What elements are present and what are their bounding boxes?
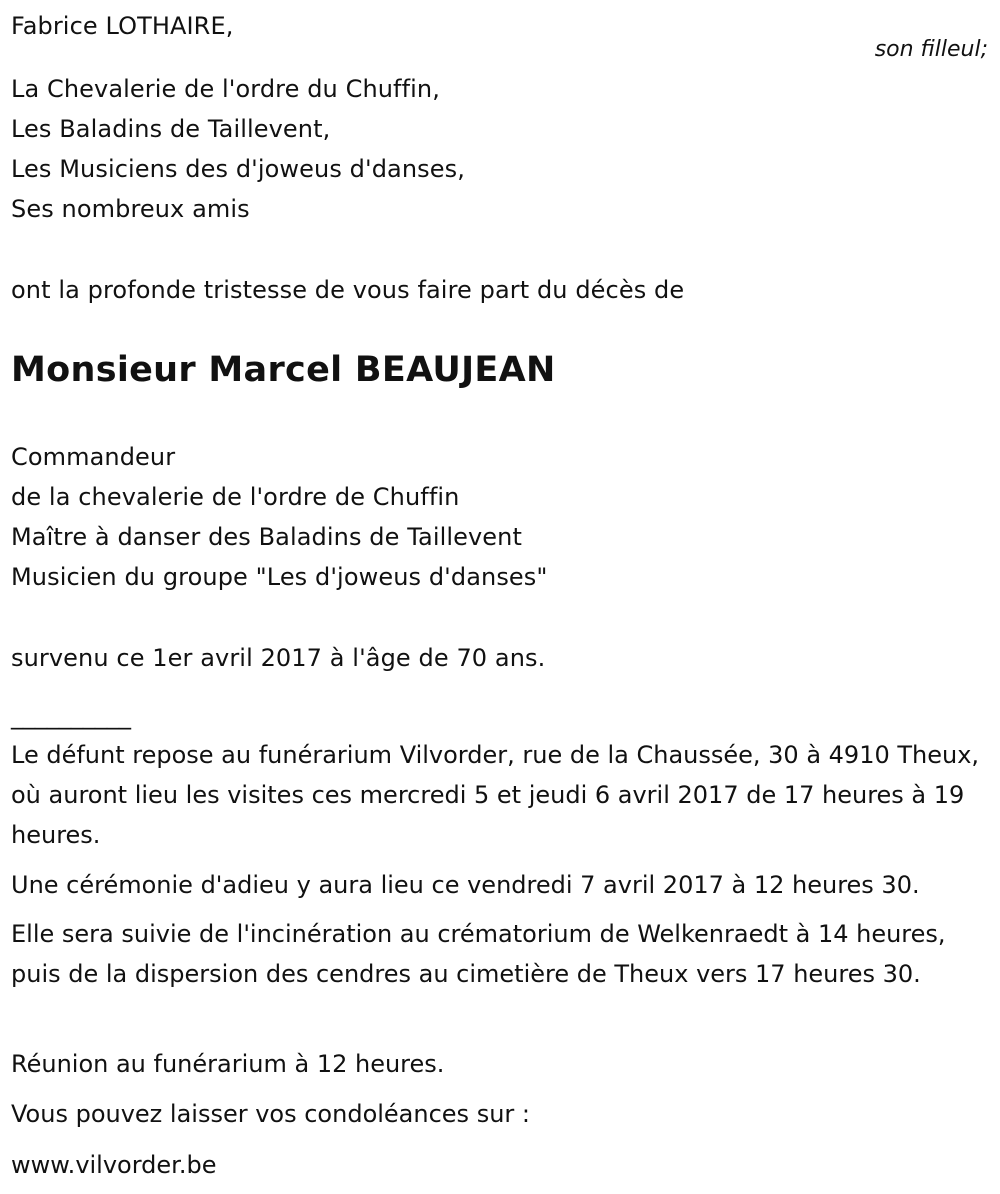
title-line: de la chevalerie de l'ordre de Chuffin [11,483,460,511]
sender-name: Fabrice LOTHAIRE, [11,12,234,40]
reunion-paragraph: Réunion au funérarium à 12 heures. [11,1050,445,1078]
condolences-paragraph: Vous pouvez laisser vos condoléances sur : [11,1100,530,1128]
visitation-paragraph: Le défunt repose au funérarium Vilvorder, rue de la Chaussée, 30 à 4910 Theux, où auront lieu les visites ces mercredi 5 et jeudi 6 avril 2017 de 17 heures à 19 heures. [11,741,980,849]
title-line: Maître à danser des Baladins de Taillevent [11,523,522,551]
sender-relation: son filleul; [874,37,988,62]
ceremony-paragraph: Une cérémonie d'adieu y aura lieu ce vendredi 7 avril 2017 à 12 heures 30. [11,871,920,899]
organisation-line: Les Musiciens des d'joweus d'danses, [11,155,465,183]
organisation-line: Ses nombreux amis [11,195,250,223]
deceased-name: Monsieur Marcel BEAUJEAN [11,350,556,390]
death-info: survenu ce 1er avril 2017 à l'âge de 70 ans. [11,644,546,672]
title-line: Commandeur [11,443,176,471]
website-link[interactable]: www.vilvorder.be [11,1151,217,1179]
announcement-text: ont la profonde tristesse de vous faire part du décès de [11,276,685,304]
organisation-line: La Chevalerie de l'ordre du Chuffin, [11,75,440,103]
title-line: Musicien du groupe "Les d'joweus d'danses" [11,563,548,591]
organisation-line: Les Baladins de Taillevent, [11,115,331,143]
separator-line: __________ [11,702,131,730]
cremation-paragraph: Elle sera suivie de l'incinération au crématorium de Welkenraedt à 14 heures, puis de la dispersion des cendres au cimetière de Theux vers 17 heures 30. [11,920,946,988]
